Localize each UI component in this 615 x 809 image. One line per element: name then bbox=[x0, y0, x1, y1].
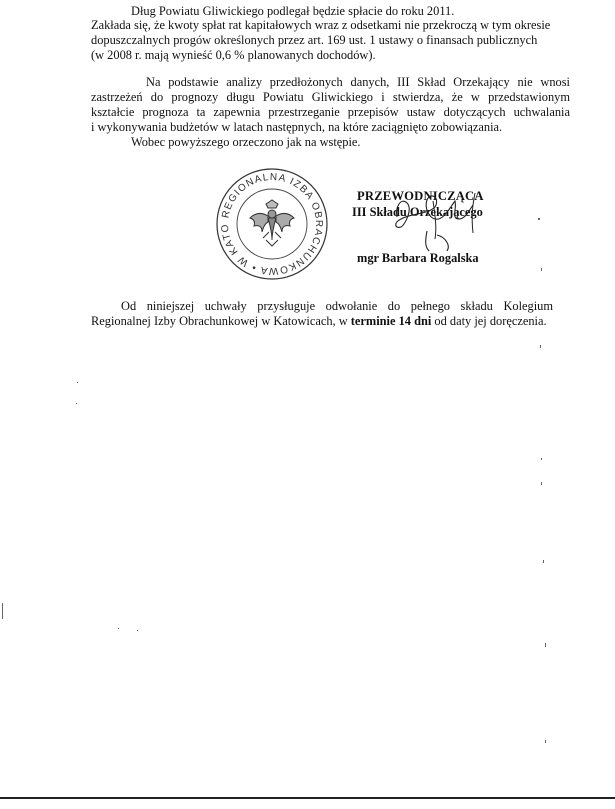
scan-speck bbox=[77, 382, 78, 383]
signature-body: III Składu Orzekającego bbox=[352, 205, 483, 219]
scan-speck bbox=[76, 403, 77, 404]
para1-line1: Dług Powiatu Gliwickiego podlegał będzie spłacie do roku 2011. bbox=[131, 4, 455, 18]
scan-speck bbox=[543, 560, 544, 563]
signature-name: mgr Barbara Rogalska bbox=[357, 251, 479, 265]
eagle-icon bbox=[250, 200, 294, 246]
official-stamp bbox=[214, 166, 330, 282]
scan-speck bbox=[545, 643, 546, 647]
appeal-line2-start: Regionalnej Izby Obrachunkowej w Katowicach, w bbox=[91, 314, 351, 328]
para3: Wobec powyższego orzeczono jak na wstępie. bbox=[131, 135, 361, 149]
scan-speck bbox=[538, 218, 540, 220]
scan-speck bbox=[2, 603, 3, 619]
scan-speck bbox=[541, 268, 542, 271]
scan-speck bbox=[118, 628, 119, 629]
appeal-line2-end: od daty jej doręczenia. bbox=[431, 314, 547, 328]
bottom-edge-line bbox=[0, 797, 615, 799]
para2-line1: Na podstawie analizy przedłożonych danych, III Skład Orzekający nie wnosi bbox=[146, 75, 570, 89]
handwritten-signature bbox=[385, 183, 500, 273]
scan-speck bbox=[545, 740, 546, 743]
appeal-line1: Od niniejszej uchwały przysługuje odwołanie do pełnego składu Kolegium bbox=[121, 299, 553, 313]
scan-speck bbox=[540, 345, 541, 348]
para2-line2: zastrzeżeń do prognozy długu Powiatu Gliwickiego i stwierdza, że w przedstawionym bbox=[91, 90, 570, 104]
para2-line4: i wykonywania budżetów w latach następnych, na które zaciągnięto zobowiązania. bbox=[91, 120, 503, 134]
signature-title: PRZEWODNICZĄCA bbox=[357, 189, 484, 203]
scan-speck bbox=[137, 630, 138, 631]
stamp-text: REGIONALNA IZBA OBRACHUNKOWA • W KATO bbox=[219, 171, 325, 277]
para1-line3: dopuszczalnych progów określonych przez art. 169 ust. 1 ustawy o finansach publicznych bbox=[91, 33, 538, 47]
appeal-deadline: terminie 14 dni bbox=[350, 314, 432, 328]
scan-speck bbox=[541, 458, 542, 460]
scan-speck bbox=[541, 482, 542, 485]
para1-line2: Zakłada się, że kwoty spłat rat kapitałowych wraz z odsetkami nie przekroczą w tym okresie bbox=[91, 18, 551, 32]
para1-line4: (w 2008 r. mają wynieść 0,6 % planowanych dochodów). bbox=[91, 48, 376, 62]
para2-line3: kształcie prognoza ta zapewnia przestrzeganie przepisów ustaw dotyczących uchwalania bbox=[91, 105, 570, 119]
appeal-line2 bbox=[91, 314, 547, 328]
